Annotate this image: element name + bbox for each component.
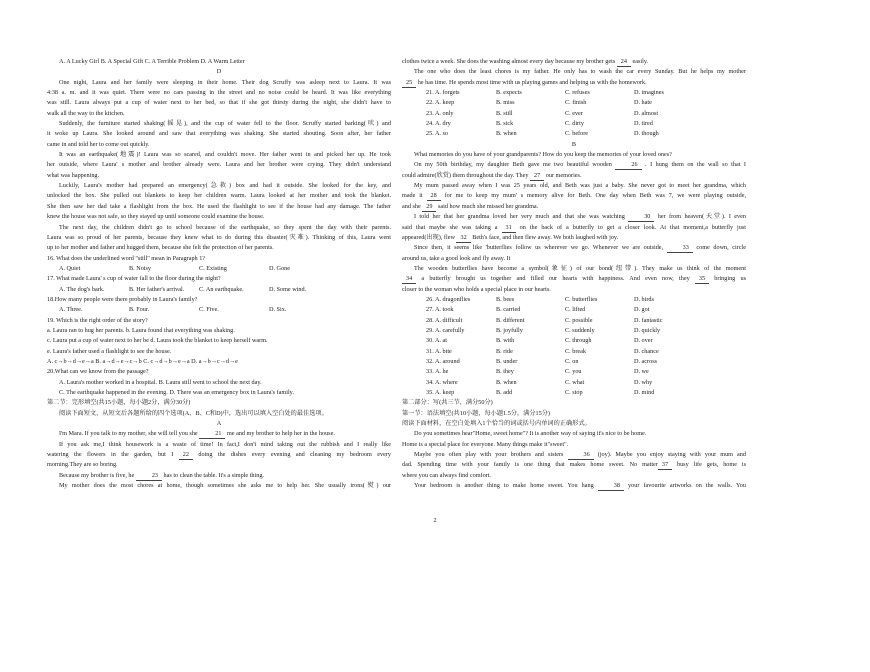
- option-text: C. you: [565, 368, 582, 376]
- text-line: 20.What can we know from the passage?: [47, 368, 149, 376]
- option-text: B. miss: [496, 99, 515, 107]
- text-line: It was an earthquake(地震)! Laura was so scared, and couldn't move. Her father went in and picked her up. He took: [59, 151, 391, 159]
- text-line: A. Laura's mother worked in a hospital. B. Laura still went to school the next day.: [59, 378, 262, 386]
- text-line: Maybe you often play with your brothers and sisters 36 (joy). Maybe you enjoy staying with your mum and: [414, 451, 746, 459]
- option-text: C. Existing: [199, 264, 227, 272]
- cloze-options-row: [402, 347, 746, 357]
- option-text: 21. A. forgets: [426, 89, 460, 97]
- option-text: D. chance: [634, 347, 659, 355]
- text-line: C. The earthquake happened in the evening. D. There was an emergency box in Laura's family.: [59, 389, 294, 396]
- option-text: 27. A. took: [426, 306, 454, 314]
- option-text: B. Four.: [129, 306, 150, 314]
- option-text: B. Noisy: [129, 264, 152, 272]
- text-line: I'm Mara. If you talk to my mother, she will tell you she 21 me and my brother to help her in the house.: [59, 430, 335, 438]
- cloze-options-row: [402, 326, 746, 336]
- option-text: D. got: [634, 306, 650, 314]
- text-line: Your bedroom is another thing to make home sweet. You hang 38 your favourite artworks on the walls. You: [414, 482, 746, 490]
- option-text: B. expects: [496, 89, 522, 97]
- option-text: A. Quiet: [59, 264, 81, 272]
- text-line: 17. What made Laura' s cup of water fall to the floor during the night?: [47, 275, 221, 283]
- cloze-options-row: [402, 129, 746, 139]
- answer-options: [47, 264, 391, 274]
- option-text: D. tired: [634, 120, 653, 128]
- option-text: D. across: [634, 357, 658, 365]
- option-text: B. sick: [496, 120, 514, 128]
- text-line: Home is a special place for everyone. Many things make it"sweet".: [402, 440, 569, 448]
- blank-number: 35: [695, 275, 709, 284]
- option-text: 33. A. he: [426, 368, 449, 376]
- text-line: could admire(欣赏) them throughout the day. They 27 our memories.: [402, 171, 582, 179]
- option-text: 34. A. where: [426, 378, 458, 386]
- text-line: 25 he has time. He spends most time with us playing games and helping us with the homework.: [402, 78, 746, 88]
- text-line: came in and told her to come out quickly.: [47, 140, 150, 148]
- option-text: 26. A. dragonflies: [426, 295, 471, 303]
- option-text: 32. A. around: [426, 357, 460, 365]
- option-text: 28. A. difficult: [426, 316, 463, 324]
- text-line: watering the flowers in the garden, but I 22 doing the dishes every evening and cleaning my bedroom every: [47, 451, 391, 459]
- option-text: 25. A. so: [426, 130, 449, 138]
- text-line: said that maybe she was taking a 31 on the back of a butterfly to get a closer look. At that moment,a butterfly just: [402, 223, 746, 231]
- answer-options: [47, 305, 391, 315]
- text-line: appeared(出现), flew 32 Beth's face, and then flew away. We both laughed with joy.: [402, 233, 619, 241]
- option-text: B. carried: [496, 306, 521, 314]
- text-line: a. Laura ran to hug her parents. b. Laura found that everything was shaking.: [47, 326, 235, 334]
- option-text: D. birds: [634, 295, 654, 303]
- option-text: 31. A. bite: [426, 347, 452, 355]
- option-text: D. mind: [634, 389, 655, 396]
- text-line: what was happening.: [47, 171, 100, 179]
- option-text: D. fantastic: [634, 316, 663, 324]
- text-line: closer to the woman who holds a special place in our hearts.: [402, 285, 551, 293]
- text-line: around us, take a good look and fly away. It: [402, 254, 511, 262]
- option-text: C. lifted: [565, 306, 586, 314]
- text-line: A. A Lucky Girl B. A Special Gift C. A Terrible Problem D. A Warm Letter: [59, 58, 245, 65]
- option-text: B. when: [496, 378, 517, 386]
- text-line: The next day, the children didn't go to school because of the earthquake, so they spent the day with their parents.: [59, 223, 391, 231]
- text-line: Luckily, Laura's mother had prepared an emergency(急救) box and had it outside. She looked for the key, and: [59, 182, 391, 190]
- blank-number: 28: [427, 192, 441, 201]
- text-line: A: [216, 420, 222, 428]
- option-text: B. add: [496, 389, 513, 396]
- blank-number: 23: [136, 472, 162, 481]
- cloze-options-row: [402, 378, 746, 388]
- blank-number: 34: [402, 275, 416, 284]
- text-line: it woke up Laura. She looked around and saw that everything was shaking. She started shouting. Soon after, her father: [47, 130, 391, 138]
- option-text: C. finish: [565, 99, 587, 107]
- text-line: unlocked the box. She pulled out blankets to keep her children warm. Laura looked at her mother and took the blanket.: [47, 192, 391, 200]
- option-text: 30. A. at: [426, 337, 447, 345]
- option-text: B. bees: [496, 295, 515, 303]
- text-line: 阅读下面短文，从短文后各题所给的四个选项(A、B、C和D)中，选出可以填入空白处的最佳选项。: [59, 409, 328, 417]
- option-text: D. over: [634, 337, 653, 345]
- text-line: 4:38 a. m. and it was quiet. There were no cars passing in the street and no noise could be heard. It was like everything: [47, 89, 391, 97]
- blank-number: 32: [456, 234, 470, 243]
- text-line: She then saw her dad take a flashlight from the box. He used the flashlight to see if the house had any damage. The father: [47, 202, 391, 210]
- option-text: D. why: [634, 378, 653, 386]
- text-line: walk all the way to the kitchen.: [47, 109, 125, 117]
- option-text: D. Gone: [269, 264, 290, 272]
- blank-number: 37: [658, 461, 672, 470]
- blank-number: 33: [667, 244, 693, 253]
- left-column: [47, 57, 391, 491]
- text-line: The one who does the least chores is my father. He only has to wash the car every Sunday. But he helps my mother: [414, 68, 746, 76]
- option-text: 22. A. keep: [426, 99, 455, 107]
- cloze-options-row: [402, 88, 746, 98]
- text-line: Do you sometimes hear"Home, sweet home"? It is another way of saying it's nice to be home.: [414, 430, 647, 438]
- option-text: C. possible: [565, 316, 593, 324]
- option-text: C. on: [565, 357, 579, 365]
- option-text: D. quickly: [634, 326, 661, 334]
- right-column: [402, 57, 746, 491]
- text-line: made it 28 for me to keep my mum' s memory alive for Beth. One day when Beth was 7, we were playing outside,: [402, 192, 746, 200]
- text-line: 18.How many people were there probably in Laura's family?: [47, 295, 198, 303]
- option-text: 24. A. dry: [426, 120, 451, 128]
- text-line: B: [571, 140, 577, 148]
- option-text: D. imagines: [634, 89, 664, 97]
- blank-number: 24: [617, 58, 631, 67]
- option-text: A. The dog's bark.: [59, 285, 105, 293]
- option-text: D. Six.: [269, 306, 287, 314]
- option-text: B. ride: [496, 347, 513, 355]
- option-text: 35. A. keep: [426, 389, 455, 396]
- text-line: was still. Laura always put a cup of water next to her bed, so that if she got thirsty during the night, she didn't have to: [47, 99, 391, 107]
- cloze-options-row: [402, 336, 746, 346]
- text-line: up to her mother and father and hugged them, because she felt the protection of her parents.: [47, 244, 274, 252]
- option-text: D. Some wind.: [269, 285, 307, 293]
- blank-number: 30: [628, 213, 654, 222]
- page-number: 2: [433, 518, 437, 524]
- option-text: D. we: [634, 368, 649, 376]
- text-line: c. Laura put a cup of water next to her be d. Laura took the blanket to keep herself warm.: [47, 337, 268, 345]
- text-line: knew the house was not safe, so they stayed up until someone could examine the house.: [47, 213, 265, 221]
- blank-number: 26: [615, 161, 641, 170]
- cloze-options-row: [402, 305, 746, 315]
- answer-options: [47, 285, 391, 295]
- option-text: C. through: [565, 337, 592, 345]
- text-line: D: [216, 68, 222, 76]
- text-line: clothes twice a week. She does the washing almost every day because my brother gets 24 easily.: [402, 58, 649, 65]
- blank-number: 27: [530, 172, 544, 181]
- option-text: C. before: [565, 130, 589, 138]
- text-line: 19. Which is the right order of the story?: [47, 316, 148, 324]
- option-text: C. dirty: [565, 120, 584, 128]
- cloze-options-row: [402, 98, 746, 108]
- cloze-options-row: [402, 295, 746, 305]
- option-text: C. Five.: [199, 306, 219, 314]
- option-text: C. ever: [565, 109, 583, 117]
- cloze-options-row: [402, 109, 746, 119]
- text-line: morning.They are so boring.: [47, 461, 118, 469]
- cloze-options-row: [402, 388, 746, 398]
- cloze-options-row: [402, 357, 746, 367]
- option-text: B. under: [496, 357, 518, 365]
- option-text: D. hate: [634, 99, 652, 107]
- text-line: My mum passed away when I was 25 years old, and Beth was just a baby. She never got to meet her grandma, which: [414, 182, 746, 190]
- text-line: My mother does the most chores at home, though sometimes she asks me to help her. She usually irons(熨) our: [59, 482, 391, 490]
- option-text: B. when: [496, 130, 517, 138]
- option-text: 23. A. only: [426, 109, 454, 117]
- text-line: 阅读下面材料，在空白处填入1个恰当的词或括号内单词的正确形式。: [402, 420, 591, 428]
- option-text: D. though: [634, 130, 659, 138]
- blank-number: 25: [402, 79, 416, 88]
- text-line: where you can always find comfort.: [402, 471, 491, 479]
- option-text: C. suddenly: [565, 326, 595, 334]
- cloze-options-row: [402, 367, 746, 377]
- text-line: 16. What does the underlined word "still" mean in Paragraph 1?: [47, 254, 206, 262]
- text-line: 34 a butterfly brought us together and filled our hearts with happiness. And even now, they 35 bringing us: [402, 274, 746, 284]
- option-text: A. Three.: [59, 306, 83, 314]
- text-line: Because my brother is five, he 23 has to clean the table. It's a simple thing.: [59, 471, 264, 479]
- text-line: I told her that her grandma loved her very much and that she was watching 30 her from heaven(天堂). I even: [414, 213, 746, 221]
- blank-number: 36: [568, 451, 594, 460]
- text-line: A. c→b→d→e→a B. a→d→e→c→b C. c→d→b→e→a D. a→b→c→d→e: [47, 357, 238, 365]
- blank-number: 31: [502, 224, 516, 233]
- option-text: C. An earthquake.: [199, 285, 244, 293]
- option-text: C. stop: [565, 389, 583, 396]
- option-text: B. they: [496, 368, 514, 376]
- text-line: Suddenly, the furniture started shaking(摇晃), and the cup of water fell to the floor. Scruffy started barking(吠) and: [59, 120, 391, 128]
- option-text: 29. A. carefully: [426, 326, 465, 334]
- option-text: B. different: [496, 316, 525, 324]
- text-line: and she 29 said how much she missed her grandma.: [402, 202, 539, 210]
- text-line: The wooden butterflies have become a symbol(象征) of our bond(纽带). They make us think of the moment: [414, 264, 746, 272]
- blank-number: 22: [179, 451, 193, 460]
- text-line: 第二部分：写(共三节，满分50分): [402, 399, 493, 407]
- text-line: If you ask me,I think housework is a waste of time! In fact,I don't mind taking out the rubbish and I really like: [59, 440, 391, 448]
- option-text: C. refuses: [565, 89, 590, 97]
- option-text: B. joyfully: [496, 326, 523, 334]
- cloze-options-row: [402, 119, 746, 129]
- option-text: B. with: [496, 337, 515, 345]
- text-line: One night, Laura and her family were sleeping in their home. Their dog Scruffy was asleep next to Laura. It was: [59, 78, 391, 86]
- option-text: B. Her father's arrival.: [129, 285, 185, 293]
- text-line: 第一节：语法填空(共10小题，每小题1.5分，满分15分): [402, 409, 550, 417]
- option-text: C. what: [565, 378, 585, 386]
- text-line: e. Laura's father used a flashlight to see the house.: [47, 347, 172, 355]
- cloze-options-row: [402, 316, 746, 326]
- blank-number: 29: [422, 203, 436, 212]
- option-text: D. almost: [634, 109, 659, 117]
- option-text: B. still: [496, 109, 513, 117]
- blank-number: 38: [598, 482, 624, 491]
- text-line: Laura was so proud of her parents, because they knew what to do during this disaster(灾难). Thinking of this, Laura went: [47, 233, 391, 241]
- text-line: dad. Spending time with your family is one thing that makes home sweet. No matter 37 busy life gets, home is: [402, 461, 746, 469]
- option-text: C. butterflies: [565, 295, 598, 303]
- text-line: On my 50th birthday, my daughter Beth gave me two beautiful wooden 26 . I hung them on the wall so that I: [414, 161, 746, 169]
- blank-number: 21: [199, 430, 225, 439]
- option-text: C. break: [565, 347, 586, 355]
- text-line: her outside, where Laura' s mother and brother already were. Laura and her brother were crying. They didn't understand: [47, 161, 391, 169]
- text-line: What memories do you have of your grandparents? How do you keep the memories of your loved ones?: [414, 151, 672, 159]
- text-line: 第二节：完形填空(共15小题，每小题2分，满分30分): [47, 399, 191, 407]
- text-line: Since then, it seems like 'butterflies follow us wherever we go. Whenever we are outside, 33 come down, circle: [414, 244, 746, 252]
